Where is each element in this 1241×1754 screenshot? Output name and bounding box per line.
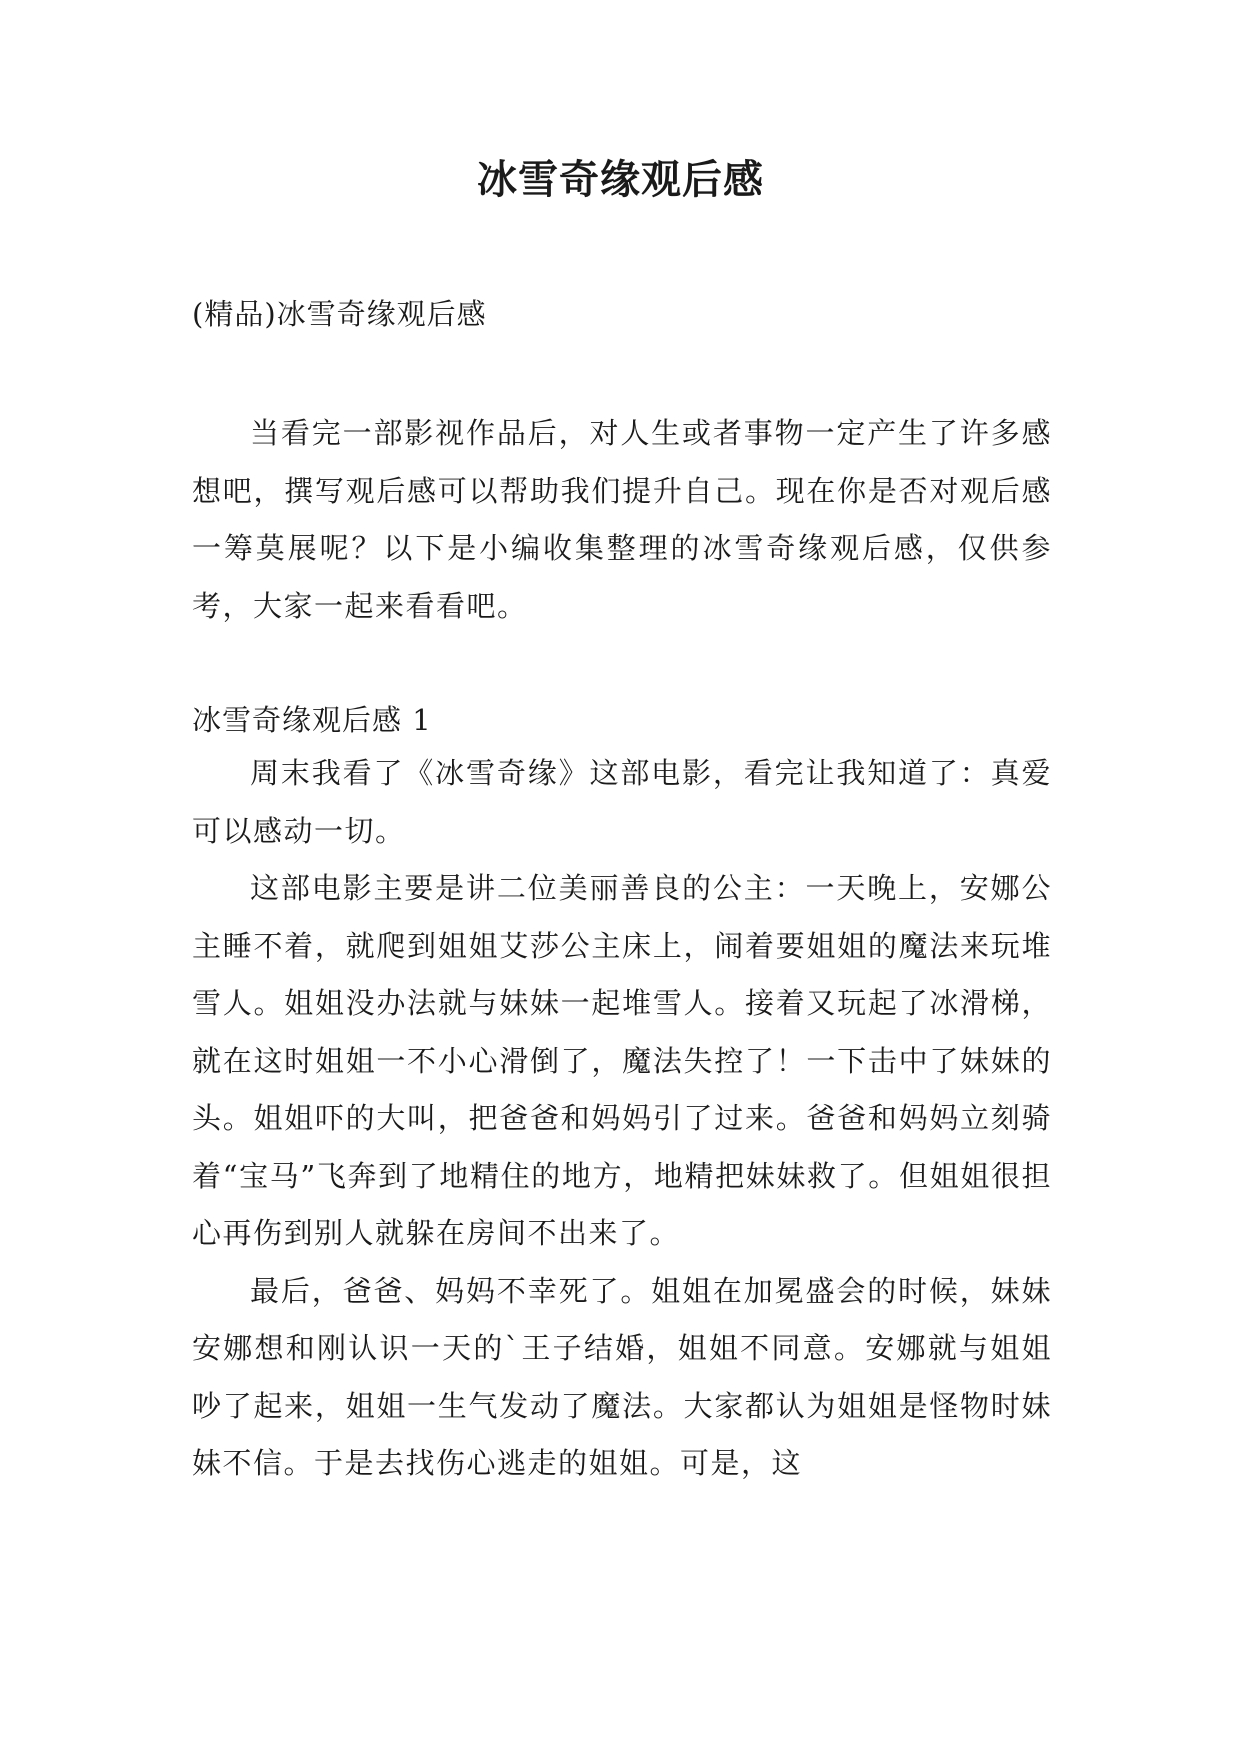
document-subtitle: (精品)冰雪奇缘观后感 (192, 297, 487, 331)
story-paragraph-1: 周末我看了《冰雪奇缘》这部电影，看完让我知道了：真爱可以感动一切。 (192, 756, 1052, 848)
intro-section (192, 405, 1052, 635)
intro-paragraph: 当看完一部影视作品后，对人生或者事物一定产生了许多感想吧，撰写观后感可以帮助我们提升自己。现在你是否对观后感一筹莫展呢？以下是小编收集整理的冰雪奇缘观后感，仅供参考，大家一起来看看吧。 (192, 416, 1052, 623)
story-section (192, 745, 1052, 1493)
section-heading: 冰雪奇缘观后感 1 (192, 703, 432, 737)
story-paragraph-3: 最后，爸爸、妈妈不幸死了。姐姐在加冕盛会的时候，妹妹安娜想和刚认识一天的`王子结婚，姐姐不同意。安娜就与姐姐吵了起来，姐姐一生气发动了魔法。大家都认为姐姐是怪物时妹妹不信。于是去找伤心逃走的姐姐。可是，这 (192, 1273, 1052, 1480)
story-paragraph-2: 这部电影主要是讲二位美丽善良的公主：一天晚上，安娜公主睡不着，就爬到姐姐艾莎公主床上，闹着要姐姐的魔法来玩堆雪人。姐姐没办法就与妹妹一起堆雪人。接着又玩起了冰滑梯，就在这时姐姐一不小心滑倒了，魔法失控了！一下击中了妹妹的头。姐姐吓的大叫，把爸爸和妈妈引了过来。爸爸和妈妈立刻骑着“宝马”飞奔到了地精住的地方，地精把妹妹救了。但姐姐很担心再伤到别人就躲在房间不出来了。 (192, 871, 1052, 1250)
document-title: 冰雪奇缘观后感 (477, 156, 764, 203)
